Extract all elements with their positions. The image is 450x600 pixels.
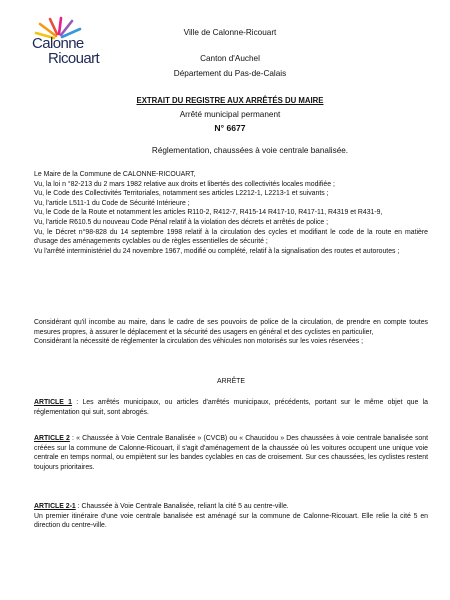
- considerants: [34, 318, 428, 347]
- article-1-text: : Les arrêtés municipaux, ou articles d'arrêtés municipaux, précédents, portant sur le même objet que la réglementation qui suit, sont abrogés.: [34, 399, 428, 416]
- decree-number: N° 6677: [214, 123, 246, 133]
- preamble-line: Vu, la loi n °82-213 du 2 mars 1982 relative aux droits et libertés des collectivités locales modifiée ;: [34, 180, 335, 188]
- canton-name: Canton d'Auchel: [200, 54, 260, 63]
- article-2-text: : « Chaussée à Voie Centrale Banalisée » (CVCB) ou « Chaucidou » Des chaussées à voie centrale banalisée sont créées sur la commune de Calonne-Ricouart, il s'agit d'aménagement de la chaussée où les voitures occupent une unique voie centrale en temps normal, ou empiètent sur les bandes cyclables en cas de croisement. Sur ces chaussées, les cyclistes restent toujours prioritaires.: [34, 435, 428, 471]
- article-2-1-body: Un premier itinéraire d'une voie centrale banalisée est aménagé sur la commune de Calonne-Ricouart. Elle relie la cité 5 en direction du centre-ville.: [34, 512, 428, 530]
- article-1-label: ARTICLE 1: [34, 399, 72, 406]
- preamble-line: Vu, l'article R610.5 du nouveau Code Pénal relatif à la violation des décrets et arrêtés de police ;: [34, 218, 329, 226]
- article-2-1: [34, 502, 428, 531]
- decree-type: Arrêté municipal permanent: [179, 110, 281, 119]
- preamble-line: Vu, le Décret n°98-828 du 14 septembre 1998 relatif à la circulation des cycles et modifiant le code de la route en matière d'usage des aménagements cyclables ou de règles essentielles de sécurité ;: [34, 228, 428, 246]
- considerant: Considérant la nécessité de réglementer la circulation des véhicules non motorisés sur les voies réservées ;: [34, 338, 363, 346]
- preamble-line: Vu, l'article L511-1 du Code de Sécurité Intérieure ;: [34, 199, 190, 207]
- decree-object: Réglementation, chaussées à voie centrale banalisée.: [151, 146, 349, 155]
- preamble-line: Le Maire de la Commune de CALONNE-RICOUART,: [34, 171, 196, 178]
- article-1: [34, 398, 428, 417]
- article-2: [34, 434, 428, 472]
- preamble-line: Vu, le Code des Collectivités Territoriales, notamment ses articles L2212-1, L2213-1 et suivants ;: [34, 190, 329, 198]
- town-name: Ville de Calonne-Ricouart: [183, 28, 277, 37]
- preamble: [34, 170, 428, 256]
- preamble-line: Vu l'arrêté interministériel du 24 novembre 1967, modifié ou complété, relatif à la signalisation des routes et autoroutes ;: [34, 247, 400, 255]
- considerant: Considérant qu'il incombe au maire, dans le cadre de ses pouvoirs de police de la circulation, de prendre en compte toutes mesures propres, à assurer le déplacement et la sécurité des usagers en général et des cyclistes en particulier,: [34, 319, 428, 336]
- article-2-1-label: ARTICLE 2-1: [34, 503, 76, 510]
- preamble-line: Vu, le Code de la Route et notamment les articles R110-2, R412-7, R415-14 R417-10, R417-11, R4319 et R431-9,: [34, 209, 383, 217]
- article-2-label: ARTICLE 2: [34, 435, 70, 442]
- register-title: EXTRAIT DU REGISTRE AUX ARRÊTÉS DU MAIRE: [136, 96, 324, 105]
- town-logo: [30, 16, 102, 66]
- department-name: Département du Pas-de-Calais: [173, 69, 287, 78]
- article-2-1-text: : Chaussée à Voie Centrale Banalisée, reliant la cité 5 au centre-ville.: [75, 503, 289, 510]
- arrete-heading: ARRÊTE: [217, 378, 245, 385]
- logo-text-line2: Ricouart: [48, 50, 100, 67]
- logo-text-line1: Calonne: [32, 35, 84, 52]
